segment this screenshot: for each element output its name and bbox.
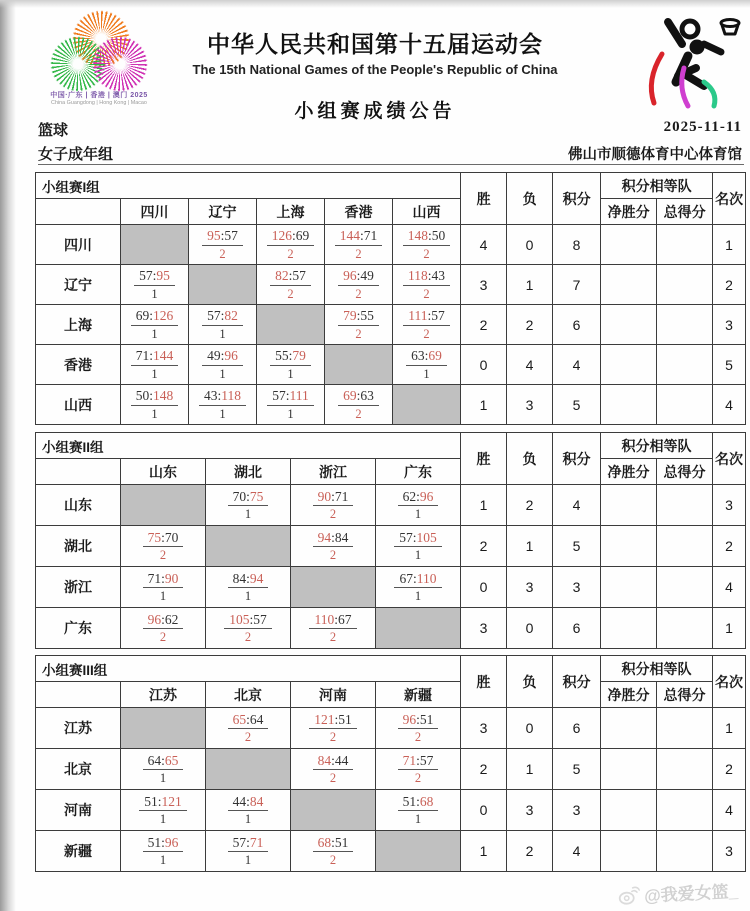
score-cell: $\frac{51:96}{1}$: [121, 831, 206, 872]
diagonal-cell: [206, 526, 291, 567]
score-cell: $\frac{84:94}{1}$: [206, 567, 291, 608]
team-name-cell: 山东: [36, 485, 121, 526]
score-cell: $\frac{111:57}{2}$: [393, 305, 461, 345]
team-row: [36, 567, 746, 608]
score-cell: $\frac{43:118}{1}$: [189, 385, 257, 425]
loss-count-cell: 4: [507, 345, 553, 385]
points-cell: 5: [553, 385, 601, 425]
team-row: [36, 305, 746, 345]
win-count-cell: 1: [461, 385, 507, 425]
team-name-cell: 上海: [36, 305, 121, 345]
col-header-net-points: 净胜分: [601, 199, 657, 225]
diagonal-cell: [376, 608, 461, 649]
win-count-cell: 0: [461, 790, 507, 831]
rank-cell: 5: [713, 345, 746, 385]
total-points-cell: [657, 831, 713, 872]
score-cell: $\frac{118:43}{2}$: [393, 265, 461, 305]
score-cell: $\frac{57:95}{1}$: [121, 265, 189, 305]
net-points-cell: [601, 708, 657, 749]
rank-cell: 3: [713, 485, 746, 526]
score-cell: $\frac{105:57}{2}$: [206, 608, 291, 649]
logo-caption-en: China Guangdong | Hong Kong | Macao: [51, 100, 147, 106]
rank-cell: 2: [713, 526, 746, 567]
score-cell: $\frac{49:96}{1}$: [189, 345, 257, 385]
loss-count-cell: 1: [507, 265, 553, 305]
rank-cell: 3: [713, 305, 746, 345]
col-header-points: 积分: [553, 173, 601, 225]
points-cell: 3: [553, 790, 601, 831]
score-cell: $\frac{57:82}{1}$: [189, 305, 257, 345]
score-cell: $\frac{71:144}{1}$: [121, 345, 189, 385]
score-cell: $\frac{67:110}{1}$: [376, 567, 461, 608]
col-header-loss: 负: [507, 656, 553, 708]
total-points-cell: [657, 225, 713, 265]
corner-cell: [36, 199, 121, 225]
photo-edge-left: [0, 0, 16, 911]
col-header-win: 胜: [461, 656, 507, 708]
team-name-cell: 河南: [36, 790, 121, 831]
loss-count-cell: 0: [507, 225, 553, 265]
team-name-cell: 香港: [36, 345, 121, 385]
score-cell: $\frac{68:51}{2}$: [291, 831, 376, 872]
net-points-cell: [601, 526, 657, 567]
col-header-win: 胜: [461, 173, 507, 225]
total-points-cell: [657, 708, 713, 749]
total-points-cell: [657, 790, 713, 831]
team-name-cell: 辽宁: [36, 265, 121, 305]
col-header-tiebreak: 积分相等队: [601, 173, 713, 199]
total-points-cell: [657, 485, 713, 526]
total-points-cell: [657, 526, 713, 567]
loss-count-cell: 1: [507, 526, 553, 567]
diagonal-cell: [291, 567, 376, 608]
rank-cell: 1: [713, 225, 746, 265]
team-name-cell: 江苏: [36, 708, 121, 749]
loss-count-cell: 2: [507, 305, 553, 345]
col-header-team: 新疆: [376, 682, 461, 708]
rank-cell: 1: [713, 608, 746, 649]
bulletin-title: 小组赛成绩公告: [294, 101, 456, 122]
rank-cell: 2: [713, 749, 746, 790]
win-count-cell: 2: [461, 305, 507, 345]
group-title: 小组赛III组: [36, 656, 461, 682]
team-name-cell: 浙江: [36, 567, 121, 608]
score-cell: $\frac{51:121}{1}$: [121, 790, 206, 831]
col-header-win: 胜: [461, 433, 507, 485]
loss-count-cell: 3: [507, 567, 553, 608]
score-cell: $\frac{96:51}{2}$: [376, 708, 461, 749]
win-count-cell: 2: [461, 526, 507, 567]
loss-count-cell: 3: [507, 790, 553, 831]
score-cell: $\frac{79:55}{2}$: [325, 305, 393, 345]
rank-cell: 4: [713, 385, 746, 425]
loss-count-cell: 2: [507, 831, 553, 872]
score-cell: $\frac{148:50}{2}$: [393, 225, 461, 265]
total-points-cell: [657, 305, 713, 345]
net-points-cell: [601, 225, 657, 265]
col-header-rank: 名次: [713, 173, 746, 225]
win-count-cell: 1: [461, 831, 507, 872]
score-cell: $\frac{44:84}{1}$: [206, 790, 291, 831]
team-row: [36, 385, 746, 425]
team-name-cell: 广东: [36, 608, 121, 649]
col-header-tiebreak: 积分相等队: [601, 656, 713, 682]
points-cell: 6: [553, 608, 601, 649]
win-count-cell: 0: [461, 567, 507, 608]
score-cell: $\frac{90:71}{2}$: [291, 485, 376, 526]
rank-cell: 4: [713, 567, 746, 608]
net-points-cell: [601, 749, 657, 790]
col-header-team: 湖北: [206, 459, 291, 485]
score-cell: $\frac{69:63}{2}$: [325, 385, 393, 425]
team-row: [36, 225, 746, 265]
score-cell: $\frac{63:69}{1}$: [393, 345, 461, 385]
points-cell: 4: [553, 831, 601, 872]
rank-cell: 2: [713, 265, 746, 305]
net-points-cell: [601, 608, 657, 649]
score-cell: $\frac{126:69}{2}$: [257, 225, 325, 265]
score-cell: $\frac{50:148}{1}$: [121, 385, 189, 425]
net-points-cell: [601, 385, 657, 425]
points-cell: 4: [553, 485, 601, 526]
points-cell: 8: [553, 225, 601, 265]
diagonal-cell: [376, 831, 461, 872]
total-points-cell: [657, 608, 713, 649]
diagonal-cell: [206, 749, 291, 790]
net-points-cell: [601, 790, 657, 831]
team-row: [36, 831, 746, 872]
rank-cell: 3: [713, 831, 746, 872]
score-cell: $\frac{62:96}{1}$: [376, 485, 461, 526]
win-count-cell: 2: [461, 749, 507, 790]
group-tables-container: [35, 0, 745, 911]
score-cell: $\frac{64:65}{1}$: [121, 749, 206, 790]
team-row: [36, 749, 746, 790]
col-header-points: 积分: [553, 656, 601, 708]
diagonal-cell: [189, 265, 257, 305]
score-cell: $\frac{55:79}{1}$: [257, 345, 325, 385]
team-row: [36, 345, 746, 385]
col-header-net-points: 净胜分: [601, 459, 657, 485]
diagonal-cell: [121, 708, 206, 749]
col-header-team: 山西: [393, 199, 461, 225]
total-points-cell: [657, 265, 713, 305]
score-cell: $\frac{65:64}{2}$: [206, 708, 291, 749]
col-header-team: 香港: [325, 199, 393, 225]
team-row: [36, 708, 746, 749]
team-row: [36, 526, 746, 567]
total-points-cell: [657, 567, 713, 608]
diagonal-cell: [121, 485, 206, 526]
score-cell: $\frac{82:57}{2}$: [257, 265, 325, 305]
col-header-total-points: 总得分: [657, 682, 713, 708]
col-header-points: 积分: [553, 433, 601, 485]
points-cell: 3: [553, 567, 601, 608]
group-table-1: [35, 172, 745, 425]
score-cell: $\frac{71:90}{1}$: [121, 567, 206, 608]
score-cell: $\frac{96:49}{2}$: [325, 265, 393, 305]
total-points-cell: [657, 345, 713, 385]
col-header-team: 山东: [121, 459, 206, 485]
score-cell: $\frac{121:51}{2}$: [291, 708, 376, 749]
age-group-label: 女子成年组: [38, 146, 114, 163]
score-cell: $\frac{144:71}{2}$: [325, 225, 393, 265]
corner-cell: [36, 682, 121, 708]
score-cell: $\frac{95:57}{2}$: [189, 225, 257, 265]
loss-count-cell: 0: [507, 708, 553, 749]
col-header-team: 四川: [121, 199, 189, 225]
team-row: [36, 485, 746, 526]
col-header-loss: 负: [507, 173, 553, 225]
diagonal-cell: [325, 345, 393, 385]
win-count-cell: 3: [461, 265, 507, 305]
group-title: 小组赛II组: [36, 433, 461, 459]
col-header-loss: 负: [507, 433, 553, 485]
page-title-en: The 15th National Games of the People's Republic of China: [192, 62, 558, 77]
total-points-cell: [657, 385, 713, 425]
team-row: [36, 608, 746, 649]
team-row: [36, 790, 746, 831]
page-title-cn: 中华人民共和国第十五届运动会: [207, 31, 543, 57]
win-count-cell: 3: [461, 608, 507, 649]
points-cell: 6: [553, 708, 601, 749]
group-table-3: [35, 655, 745, 872]
col-header-team: 浙江: [291, 459, 376, 485]
net-points-cell: [601, 567, 657, 608]
rank-cell: 1: [713, 708, 746, 749]
rank-cell: 4: [713, 790, 746, 831]
points-cell: 5: [553, 526, 601, 567]
points-cell: 7: [553, 265, 601, 305]
score-cell: $\frac{110:67}{2}$: [291, 608, 376, 649]
col-header-rank: 名次: [713, 433, 746, 485]
watermark-text: @我爱女篮_: [643, 881, 739, 906]
diagonal-cell: [393, 385, 461, 425]
col-header-total-points: 总得分: [657, 199, 713, 225]
team-name-cell: 北京: [36, 749, 121, 790]
sport-label: 篮球: [38, 122, 69, 139]
col-header-rank: 名次: [713, 656, 746, 708]
team-name-cell: 四川: [36, 225, 121, 265]
points-cell: 5: [553, 749, 601, 790]
score-cell: $\frac{57:105}{1}$: [376, 526, 461, 567]
win-count-cell: 1: [461, 485, 507, 526]
score-cell: $\frac{57:71}{1}$: [206, 831, 291, 872]
score-cell: $\frac{75:70}{2}$: [121, 526, 206, 567]
weibo-icon: [618, 885, 641, 906]
loss-count-cell: 3: [507, 385, 553, 425]
col-header-team: 辽宁: [189, 199, 257, 225]
group-title: 小组赛I组: [36, 173, 461, 199]
loss-count-cell: 0: [507, 608, 553, 649]
corner-cell: [36, 459, 121, 485]
loss-count-cell: 2: [507, 485, 553, 526]
net-points-cell: [601, 305, 657, 345]
score-cell: $\frac{94:84}{2}$: [291, 526, 376, 567]
score-cell: $\frac{51:68}{1}$: [376, 790, 461, 831]
col-header-team: 上海: [257, 199, 325, 225]
col-header-team: 广东: [376, 459, 461, 485]
col-header-total-points: 总得分: [657, 459, 713, 485]
net-points-cell: [601, 831, 657, 872]
logo-caption-cn: 中国·广东 | 香港 | 澳门 2025: [50, 92, 148, 99]
win-count-cell: 3: [461, 708, 507, 749]
net-points-cell: [601, 265, 657, 305]
score-cell: $\frac{84:44}{2}$: [291, 749, 376, 790]
diagonal-cell: [121, 225, 189, 265]
venue-label: 佛山市顺德体育中心体育馆: [568, 147, 742, 163]
group-table-2: [35, 432, 745, 649]
score-cell: $\frac{69:126}{1}$: [121, 305, 189, 345]
col-header-team: 河南: [291, 682, 376, 708]
diagonal-cell: [291, 790, 376, 831]
win-count-cell: 0: [461, 345, 507, 385]
team-name-cell: 山西: [36, 385, 121, 425]
col-header-team: 北京: [206, 682, 291, 708]
points-cell: 6: [553, 305, 601, 345]
team-name-cell: 湖北: [36, 526, 121, 567]
col-header-tiebreak: 积分相等队: [601, 433, 713, 459]
score-cell: $\frac{96:62}{2}$: [121, 608, 206, 649]
col-header-net-points: 净胜分: [601, 682, 657, 708]
diagonal-cell: [257, 305, 325, 345]
team-row: [36, 265, 746, 305]
win-count-cell: 4: [461, 225, 507, 265]
score-cell: $\frac{71:57}{2}$: [376, 749, 461, 790]
col-header-team: 江苏: [121, 682, 206, 708]
total-points-cell: [657, 749, 713, 790]
date-label: 2025-11-11: [663, 119, 742, 135]
net-points-cell: [601, 485, 657, 526]
loss-count-cell: 1: [507, 749, 553, 790]
score-cell: $\frac{70:75}{1}$: [206, 485, 291, 526]
score-cell: $\frac{57:111}{1}$: [257, 385, 325, 425]
team-name-cell: 新疆: [36, 831, 121, 872]
points-cell: 4: [553, 345, 601, 385]
net-points-cell: [601, 345, 657, 385]
